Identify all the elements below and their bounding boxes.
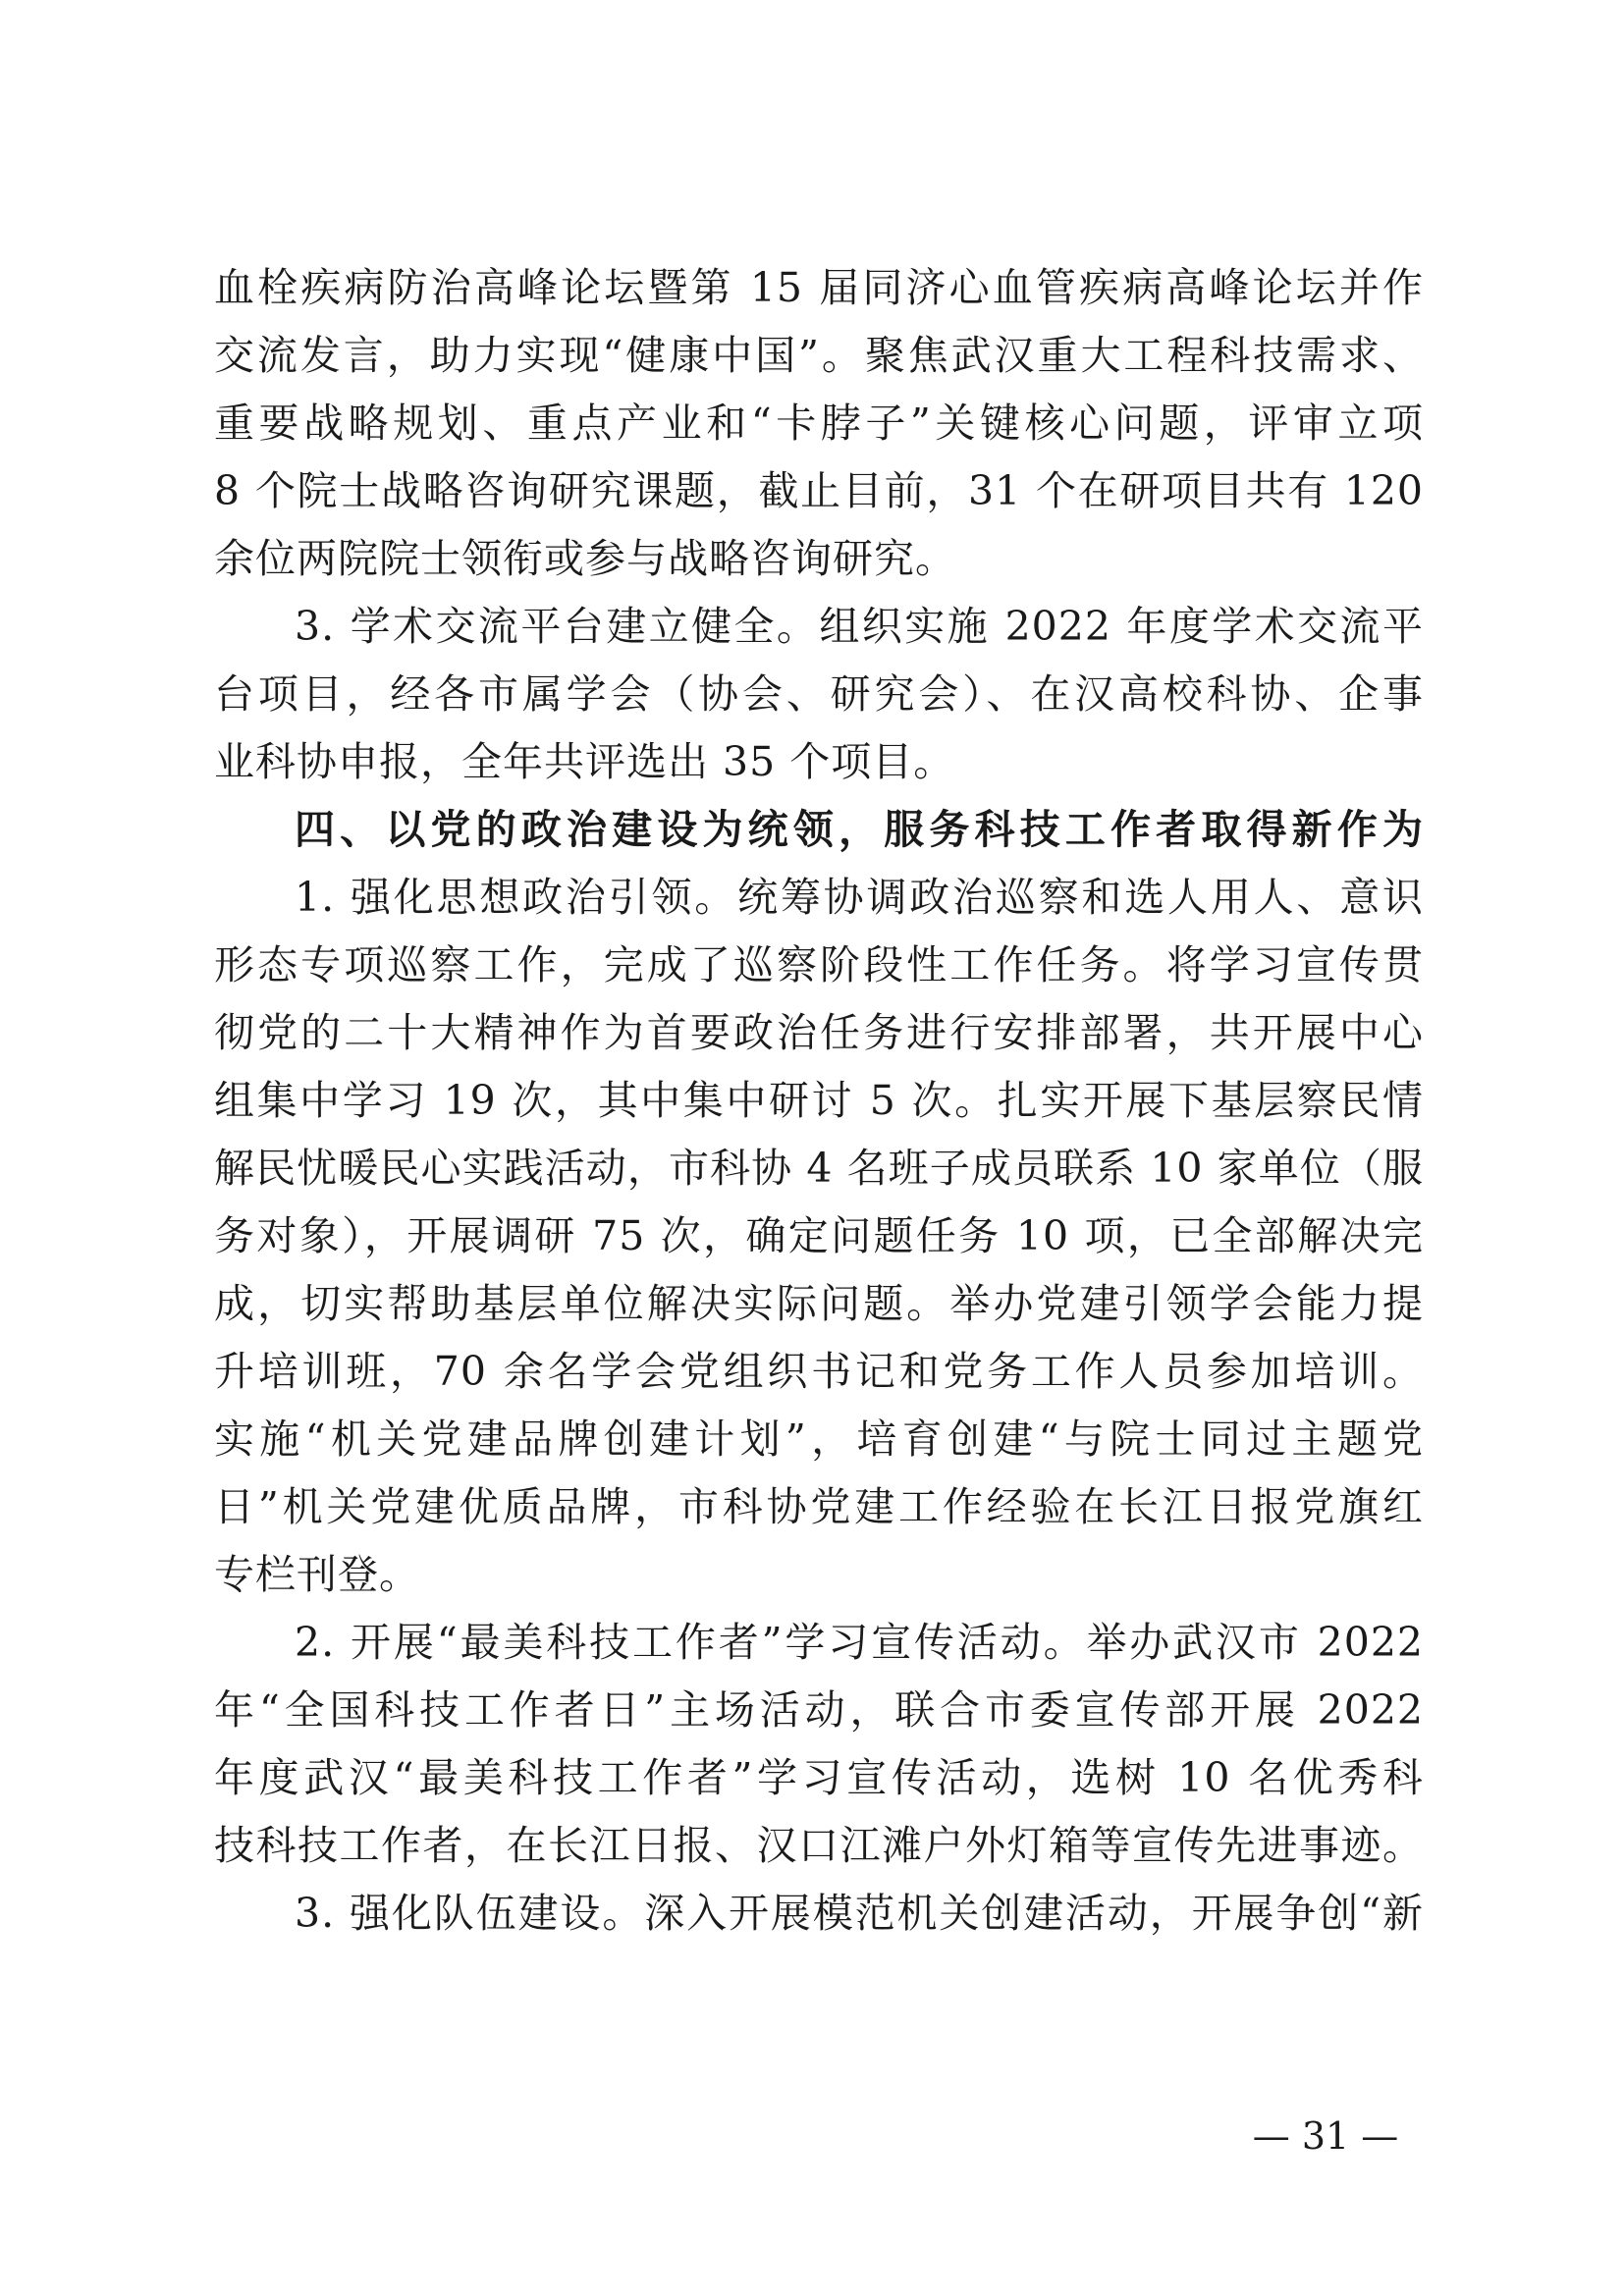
body-text-line: 重要战略规划、重点产业和“卡脖子”关键核心问题，评审立项 bbox=[214, 400, 1424, 447]
paragraph-first-line: 2. 开展“最美科技工作者”学习宣传活动。举办武汉市 2022 bbox=[295, 1619, 1424, 1666]
page-number: — 31 — bbox=[1252, 2114, 1399, 2158]
body-text-line: 专栏刊登。 bbox=[214, 1551, 420, 1598]
paragraph-first-line: 1. 强化思想政治引领。统筹协调政治巡察和选人用人、意识 bbox=[295, 874, 1424, 921]
body-text-line: 成，切实帮助基层单位解决实际问题。举办党建引领学会能力提 bbox=[214, 1280, 1424, 1327]
body-text-line: 彻党的二十大精神作为首要政治任务进行安排部署，共开展中心 bbox=[214, 1009, 1424, 1056]
body-text-line: 组集中学习 19 次，其中集中研讨 5 次。扎实开展下基层察民情 bbox=[214, 1077, 1424, 1124]
section-heading: 四、以党的政治建设为统领，服务科技工作者取得新作为 bbox=[295, 806, 1424, 853]
body-text-line: 务对象），开展调研 75 次，确定问题任务 10 项，已全部解决完 bbox=[214, 1212, 1424, 1259]
body-text-line: 年“全国科技工作者日”主场活动，联合市委宣传部开展 2022 bbox=[214, 1686, 1424, 1734]
body-text-line: 实施“机关党建品牌创建计划”，培育创建“与院士同过主题党 bbox=[214, 1415, 1424, 1463]
body-text-line: 8 个院士战略咨询研究课题，截止目前，31 个在研项目共有 120 bbox=[214, 467, 1424, 514]
body-text-line: 日”机关党建优质品牌，市科协党建工作经验在长江日报党旗红 bbox=[214, 1483, 1424, 1530]
body-text-line: 血栓疾病防治高峰论坛暨第 15 届同济心血管疾病高峰论坛并作 bbox=[214, 264, 1424, 311]
body-text-line: 形态专项巡察工作，完成了巡察阶段性工作任务。将学习宣传贯 bbox=[214, 941, 1424, 988]
body-text-line: 解民忧暖民心实践活动，市科协 4 名班子成员联系 10 家单位（服 bbox=[214, 1145, 1424, 1192]
body-text-line: 升培训班，70 余名学会党组织书记和党务工作人员参加培训。 bbox=[214, 1348, 1424, 1395]
body-text-line: 业科协申报，全年共评选出 35 个项目。 bbox=[214, 738, 955, 785]
body-text-line: 技科技工作者，在长江日报、汉口江滩户外灯箱等宣传先进事迹。 bbox=[214, 1822, 1424, 1869]
paragraph-first-line: 3. 强化队伍建设。深入开展模范机关创建活动，开展争创“新 bbox=[295, 1890, 1424, 1937]
body-text-line: 台项目，经各市属学会（协会、研究会）、在汉高校科协、企事 bbox=[214, 670, 1424, 718]
body-text-line: 余位两院院士领衔或参与战略咨询研究。 bbox=[214, 535, 956, 582]
body-text-line: 年度武汉“最美科技工作者”学习宣传活动，选树 10 名优秀科 bbox=[214, 1754, 1424, 1801]
paragraph-first-line: 3. 学术交流平台建立健全。组织实施 2022 年度学术交流平 bbox=[295, 603, 1424, 650]
body-text-line: 交流发言，助力实现“健康中国”。聚焦武汉重大工程科技需求、 bbox=[214, 332, 1424, 379]
